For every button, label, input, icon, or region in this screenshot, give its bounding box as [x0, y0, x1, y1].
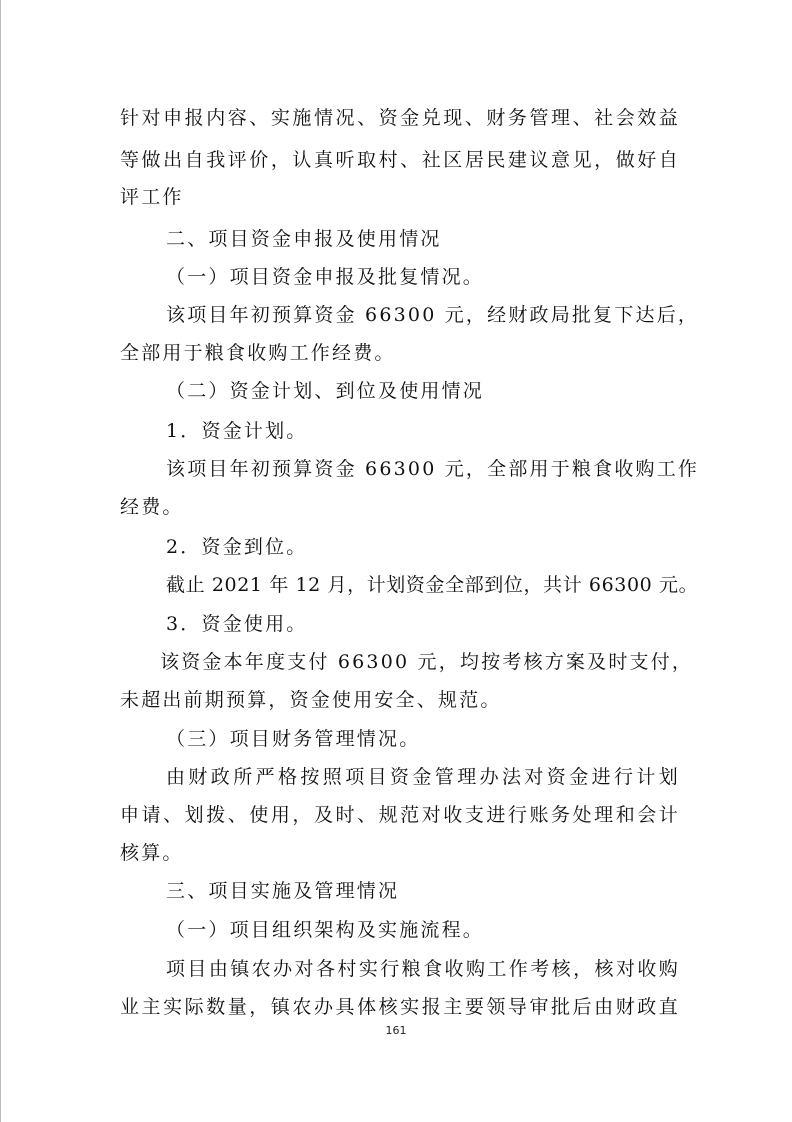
paragraph-line: 截止 2021 年 12 月，计划资金全部到位，共计 66300 元。 [166, 574, 699, 596]
section-heading: 三、项目实施及管理情况 [166, 880, 400, 902]
subsection-heading: （三）项目财务管理情况。 [166, 728, 421, 750]
paragraph-line: 该项目年初预算资金 66300 元，全部用于粮食收购工作 [166, 458, 700, 480]
subsection-heading: （一）项目资金申报及批复情况。 [166, 266, 485, 288]
section-heading: 二、项目资金申报及使用情况 [166, 228, 442, 250]
paragraph-line: 评工作 [120, 186, 184, 208]
paragraph-line: 核算。 [120, 842, 184, 864]
subsection-heading: （一）项目组织架构及实施流程。 [166, 919, 485, 941]
page-number: 161 [385, 1024, 407, 1037]
numbered-item: 3．资金使用。 [166, 613, 308, 635]
paragraph-line: 由财政所严格按照项目资金管理办法对资金进行计划 [166, 766, 680, 788]
paragraph-line: 申请、划拨、使用，及时、规范对收支进行账务处理和会计 [120, 804, 680, 826]
numbered-item: 1．资金计划。 [166, 420, 308, 442]
paragraph-line: 项目由镇农办对各村实行粮食收购工作考核，核对收购 [166, 958, 680, 980]
paragraph-line: 该资金本年度支付 66300 元，均按考核方案及时支付， [160, 651, 694, 673]
paragraph-line: 经费。 [120, 496, 184, 518]
paragraph-line: 该项目年初预算资金 66300 元，经财政局批复下达后， [166, 304, 700, 326]
paragraph-line: 全部用于粮食收购工作经费。 [120, 342, 396, 364]
paragraph-line: 针对申报内容、实施情况、资金兑现、财务管理、社会效益 [120, 107, 680, 129]
paragraph-line: 业主实际数量，镇农办具体核实报主要领导审批后由财政直 [120, 996, 680, 1018]
paragraph-line: 未超出前期预算，资金使用安全、规范。 [120, 689, 502, 711]
numbered-item: 2．资金到位。 [166, 536, 308, 558]
paragraph-line: 等做出自我评价，认真听取村、社区居民建议意见，做好自 [120, 149, 680, 171]
subsection-heading: （二）资金计划、到位及使用情况 [166, 380, 485, 402]
